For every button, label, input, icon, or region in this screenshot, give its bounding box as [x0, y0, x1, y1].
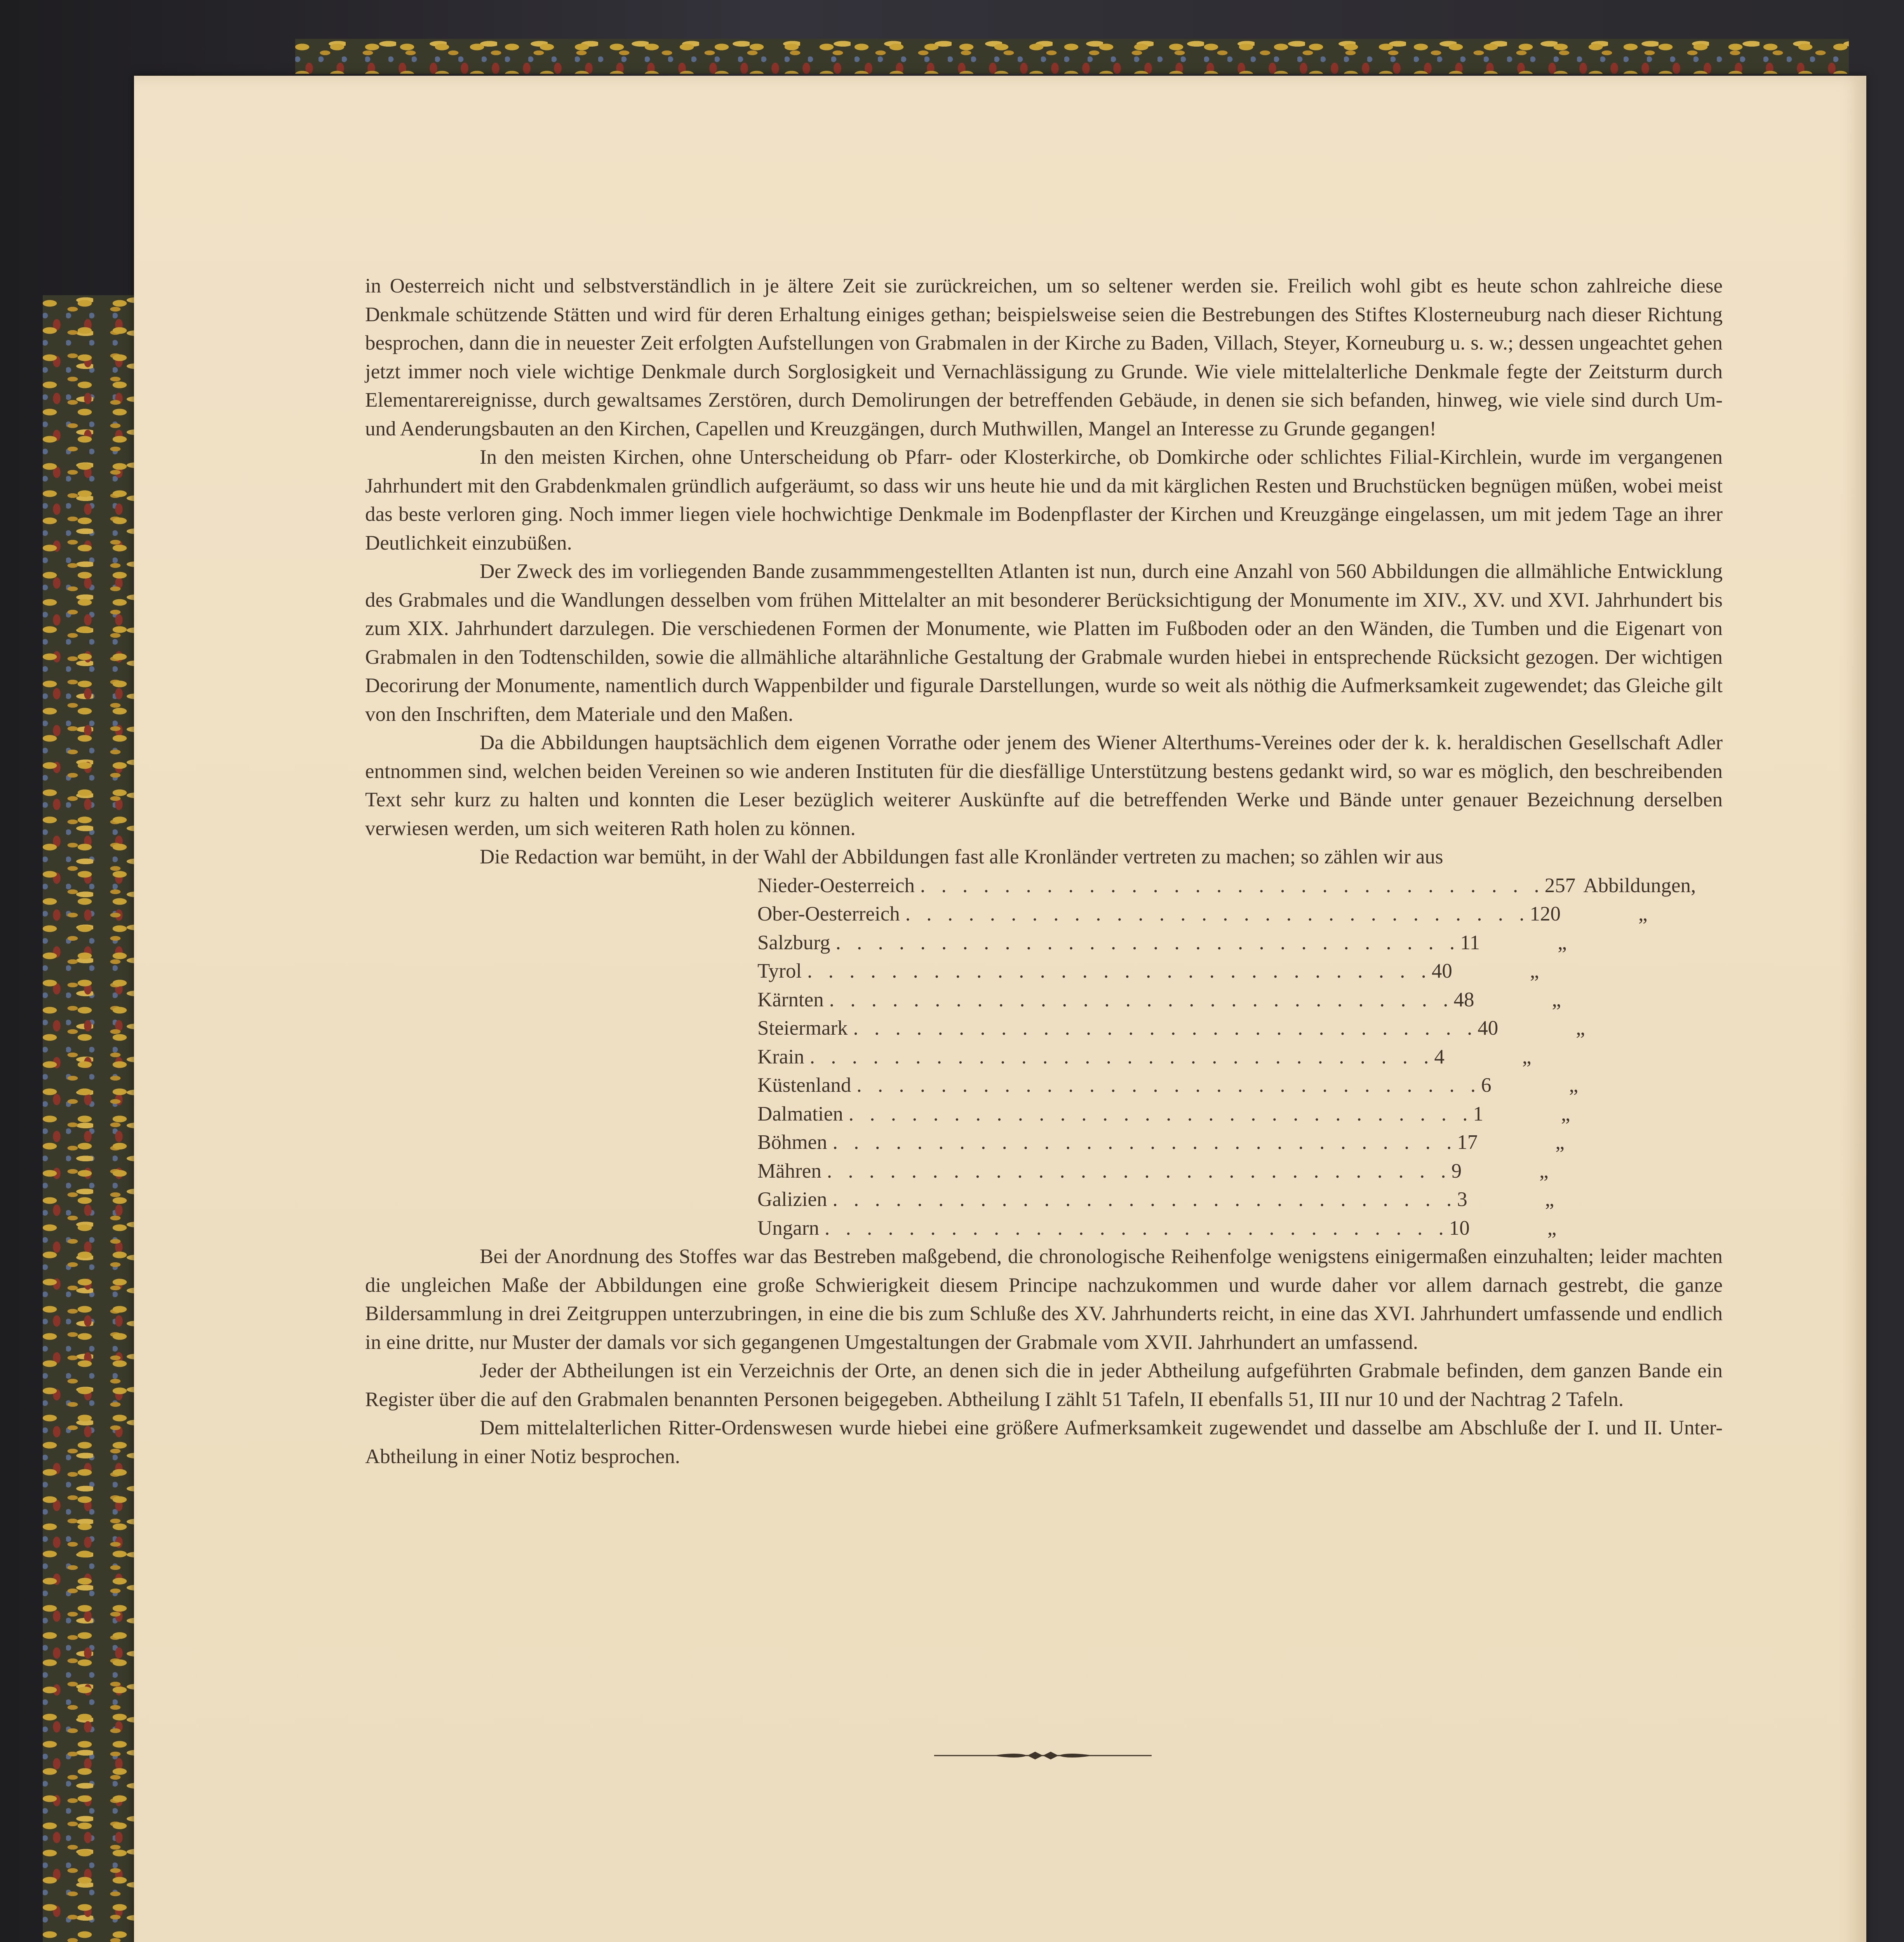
count-unit: „: [1569, 1074, 1579, 1096]
leader-dots: . . . . . . . . . . . . . . . . . . . . . . . . . . . . . .: [827, 1159, 1451, 1182]
leader-dots: . . . . . . . . . . . . . . . . . . . . . . . . . . . . . .: [829, 988, 1454, 1011]
crown-land-row: [757, 957, 1539, 986]
paragraph: Dem mittelalterlichen Ritter-Ordenswesen wurde hiebei eine größere Aufmerksamkeit zugewendet und dasselbe am Abschluße der I. und II. Unter-Abtheilung in einer Notiz besprochen.: [365, 1416, 1723, 1468]
crown-land-row: [757, 1157, 1549, 1186]
illustration-count: 40: [1478, 1017, 1498, 1039]
illustration-count: 4: [1434, 1045, 1445, 1068]
illustration-count: 11: [1460, 931, 1480, 954]
illustration-count: 120: [1530, 903, 1561, 925]
count-unit: Abbildungen,: [1583, 874, 1696, 897]
crown-land-row: [757, 872, 1696, 900]
crown-land-name: Krain: [757, 1045, 804, 1068]
paragraph: Der Zweck des im vorliegenden Bande zusammmengestellten Atlanten ist nun, durch eine Anzahl von 560 Abbildungen die allmähliche Entwicklung des Grabmales und die Wandlungen desselben vom frühen Mittelalter an mit besonderer Berücksichtigung der Monumente im XIV., XV. und XVI. Jahrhundert bis zum XIX. Jahrhundert darzulegen. Die verschiedenen Formen der Monumente, wie Platten im Fußboden oder an den Wänden, die Tumben und die Eigenart von Grabmalen in den Todtenschilden, sowie die allmähliche altarähnliche Gestaltung der Grabmale wurden hiebei in entsprechende Rücksicht gezogen. Der wichtigen Decorirung der Monumente, namentlich durch Wappenbilder und figurale Darstellungen, wurde so weit als nöthig die Aufmerksamkeit zugewendet; das Gleiche gilt von den Inschriften, dem Materiale und den Maßen.: [365, 560, 1723, 726]
count-unit: „: [1558, 931, 1567, 954]
leader-dots: . . . . . . . . . . . . . . . . . . . . . . . . . . . . . .: [809, 1045, 1434, 1068]
leader-dots: . . . . . . . . . . . . . . . . . . . . . . . . . . . . . .: [832, 1188, 1457, 1211]
count-unit: „: [1530, 960, 1539, 982]
leader-dots: . . . . . . . . . . . . . . . . . . . . . . . . . . . . . .: [853, 1017, 1478, 1039]
count-unit: „: [1555, 1131, 1565, 1154]
illustration-count: 257: [1544, 874, 1576, 897]
count-unit: „: [1576, 1017, 1585, 1039]
count-unit: „: [1638, 903, 1648, 925]
crown-land-row: [757, 929, 1567, 957]
crown-land-row: [757, 1185, 1554, 1214]
count-unit: „: [1545, 1188, 1554, 1211]
crown-land-name: Nieder-Oesterreich: [757, 874, 915, 897]
leader-dots: . . . . . . . . . . . . . . . . . . . . . . . . . . . . . .: [807, 960, 1432, 982]
crown-land-row: [757, 986, 1561, 1015]
leader-dots: . . . . . . . . . . . . . . . . . . . . . . . . . . . . . .: [905, 903, 1530, 925]
crown-land-name: Galizien: [757, 1188, 827, 1211]
paragraph: Bei der Anordnung des Stoffes war das Bestreben maßgebend, die chronologische Reihenfolge wenigstens einigermaßen einzuhalten; leider machten die ungleichen Maße der Abbildungen eine große Schwierigkeit diesem Principe nachzukommen und wurde daher vor allem darnach gestrebt, die ganze Bildersammlung in drei Zeitgruppen unterzubringen, in eine die bis zum Schluße des XV. Jahrhunderts reicht, in eine das XVI. Jahrhundert umfassende und endlich in eine dritte, nur Muster der damals vor sich gegangenen Umgestaltungen der Grabmale vom XVII. Jahrhundert an umfassend.: [365, 1245, 1723, 1354]
crown-land-name: Ober-Oesterreich: [757, 903, 900, 925]
crown-land-row: [757, 1214, 1557, 1243]
leader-dots: . . . . . . . . . . . . . . . . . . . . . . . . . . . . . .: [848, 1102, 1473, 1125]
crown-land-name: Tyrol: [757, 960, 802, 982]
crown-land-name: Dalmatien: [757, 1102, 843, 1125]
leader-dots: . . . . . . . . . . . . . . . . . . . . . . . . . . . . . .: [920, 874, 1545, 897]
count-unit: „: [1547, 1216, 1557, 1239]
paragraph: Da die Abbildungen hauptsächlich dem eigenen Vorrathe oder jenem des Wiener Alterthums-Vereines oder der k. k. heraldischen Gesellschaft Adler entnommen sind, welchen beiden Vereinen so wie anderen Instituten für die diesfällige Unterstützung bestens gedankt wird, so war es möglich, den beschreibenden Text sehr kurz zu halten und konnten die Leser bezüglich weiterer Auskünfte auf die betreffenden Werke und Bände unter genauer Bezeichnung derselben verwiesen werden, um sich weiteren Rath holen zu können.: [365, 731, 1723, 840]
closing-ornament: [934, 1750, 1152, 1761]
crown-land-name: Ungarn: [757, 1216, 819, 1239]
paragraph: Die Redaction war bemüht, in der Wahl der Abbildungen fast alle Kronländer vertreten zu machen; so zählen wir aus: [480, 846, 1443, 868]
count-unit: „: [1561, 1102, 1570, 1125]
crown-land-name: Kärnten: [757, 988, 824, 1011]
paragraph: in Oesterreich nicht und selbstverständlich in je ältere Zeit sie zurückreichen, um so seltener werden sie. Freilich wohl gibt es heute schon zahlreiche diese Denkmale schützende Stätten und wird für deren Erhaltung einiges gethan; beispielsweise seien die Bestrebungen des Stiftes Klosterneuburg nach dieser Richtung besprochen, dann die in neuester Zeit erfolgten Aufstellungen von Grabmalen in der Kirche zu Baden, Villach, Steyer, Korneuburg u. s. w.; dessen ungeachtet gehen jetzt immer noch viele wichtige Denkmale durch Sorglosigkeit und Vernachlässigung zu Grunde. Wie viele mittelalterliche Denkmale fegte der Zeitsturm durch Elementarereignisse, durch gewaltsames Zerstören, durch Demolirungen der betreffenden Gebäude, in denen sie sich befanden, hinweg, wie viele sind durch Um- und Aenderungsbauten an den Kirchen, Capellen und Kreuzgängen, durch Muthwillen, Mangel an Interesse zu Grunde gegangen!: [365, 275, 1723, 440]
illustration-count: 6: [1481, 1074, 1492, 1096]
crown-land-row: [757, 1100, 1570, 1129]
crown-land-name: Steiermark: [757, 1017, 848, 1039]
crown-land-row: [757, 1014, 1585, 1043]
marbled-board-top: [295, 39, 1849, 74]
count-unit: „: [1522, 1045, 1532, 1068]
leader-dots: . . . . . . . . . . . . . . . . . . . . . . . . . . . . . .: [835, 931, 1460, 954]
crown-land-row: [757, 1071, 1579, 1100]
illustration-count: 3: [1457, 1188, 1467, 1211]
leader-dots: . . . . . . . . . . . . . . . . . . . . . . . . . . . . . .: [824, 1216, 1449, 1239]
book-page: [134, 76, 1866, 1942]
illustration-count: 9: [1451, 1159, 1462, 1182]
crown-land-row: [757, 1128, 1565, 1157]
paragraph: Jeder der Abtheilungen ist ein Verzeichnis der Orte, an denen sich die in jeder Abtheilung aufgeführten Grabmale befinden, dem ganzen Bande ein Register über die auf den Grabmalen benannten Personen beigegeben. Abtheilung I zählt 51 Tafeln, II ebenfalls 51, III nur 10 und der Nachtrag 2 Tafeln.: [365, 1359, 1723, 1411]
leader-dots: . . . . . . . . . . . . . . . . . . . . . . . . . . . . . .: [856, 1074, 1481, 1096]
illustration-count: 17: [1457, 1131, 1478, 1154]
paragraph: In den meisten Kirchen, ohne Unterscheidung ob Pfarr- oder Klosterkirche, ob Domkirche oder schlichtes Filial-Kirchlein, wurde im vergangenen Jahrhundert mit den Grabdenkmalen gründlich aufgeräumt, so dass wir uns heute hie und da mit kärglichen Resten und Bruchstücken begnügen müßen, wobei meist das beste verloren ging. Noch immer liegen viele hochwichtige Denkmale im Bodenpflaster der Kirchen und Kreuzgänge eingelassen, um mit jedem Tage an ihrer Deutlichkeit einzubüßen.: [365, 446, 1723, 554]
body-text: [365, 272, 1723, 1471]
illustration-count: 48: [1453, 988, 1474, 1011]
crown-land-row: [757, 900, 1648, 929]
crown-land-name: Böhmen: [757, 1131, 827, 1154]
illustration-count: 40: [1431, 960, 1452, 982]
crown-land-name: Salzburg: [757, 931, 830, 954]
crown-land-list: [757, 872, 1696, 1243]
illustration-count: 1: [1473, 1102, 1483, 1125]
crown-land-row: [757, 1043, 1532, 1072]
illustration-count: 10: [1449, 1216, 1470, 1239]
crown-land-name: Mähren: [757, 1159, 821, 1182]
marbled-board-left: [43, 295, 144, 1942]
count-unit: „: [1539, 1159, 1549, 1182]
crown-land-name: Küstenland: [757, 1074, 851, 1096]
count-unit: „: [1552, 988, 1561, 1011]
leader-dots: . . . . . . . . . . . . . . . . . . . . . . . . . . . . . .: [832, 1131, 1457, 1154]
